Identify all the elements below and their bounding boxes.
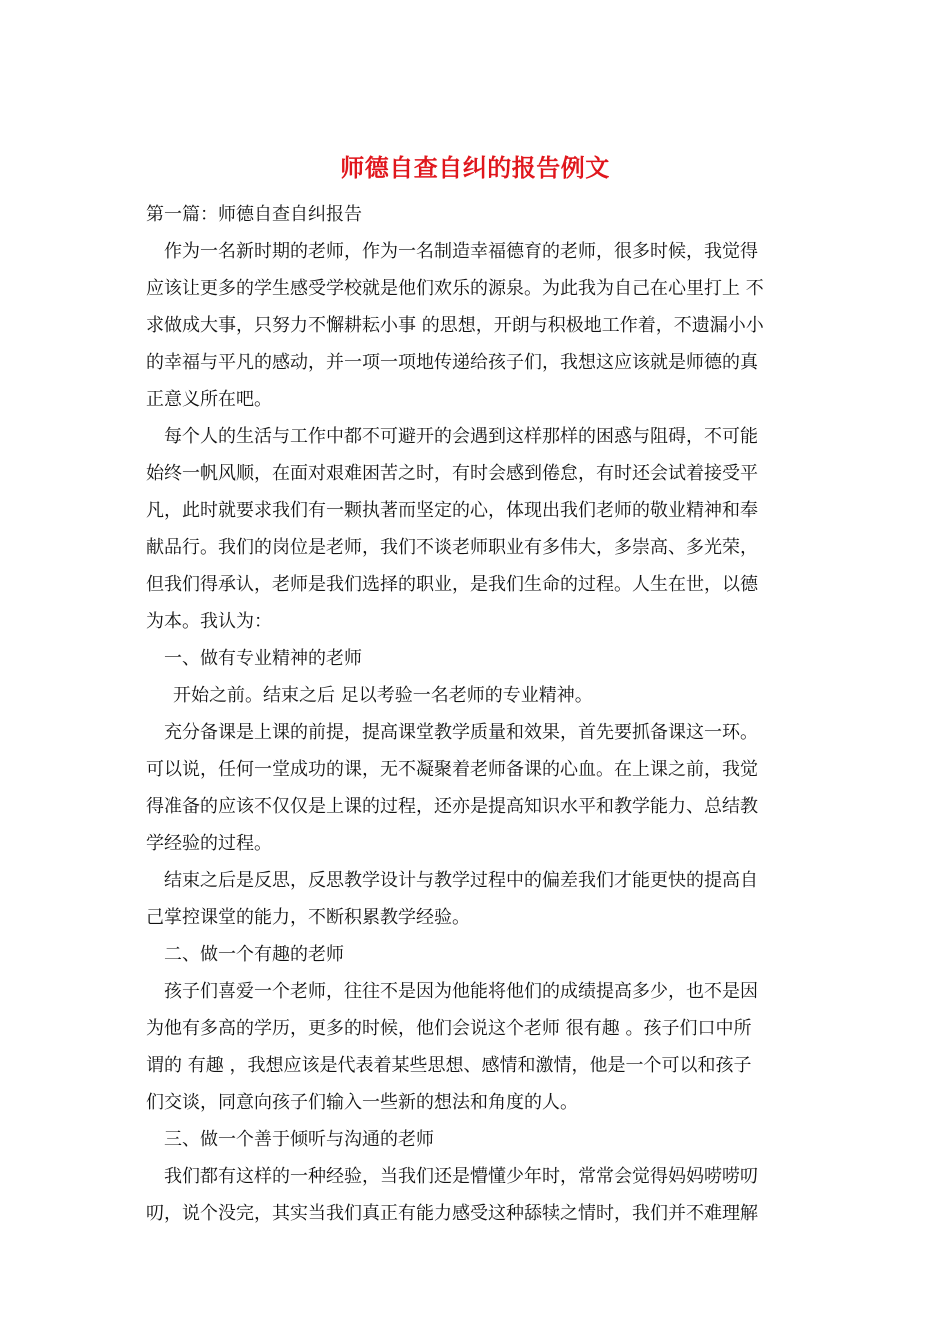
paragraph-line: 可以说，任何一堂成功的课，无不凝聚着老师备课的心血。在上课之前，我觉 [146, 759, 758, 780]
subsection-heading: 三、做一个善于倾听与沟通的老师 [164, 1129, 434, 1150]
document-body [146, 196, 806, 1232]
paragraph-line: 学经验的过程。 [146, 833, 272, 854]
paragraph-line: 为本。我认为： [146, 611, 272, 632]
subsection-heading: 一、做有专业精神的老师 [164, 648, 362, 669]
paragraph-line: 正意义所在吧。 [146, 389, 272, 410]
paragraph-line: 作为一名新时期的老师，作为一名制造幸福德育的老师，很多时候，我觉得 [164, 241, 758, 262]
paragraph-line: 们交谈，同意向孩子们输入一些新的想法和角度的人。 [146, 1092, 578, 1113]
paragraph-line: 的幸福与平凡的感动，并一项一项地传递给孩子们，我想这应该就是师德的真 [146, 352, 758, 373]
paragraph-line: 开始之前。结束之后 足以考验一名老师的专业精神。 [173, 685, 593, 706]
paragraph-line: 为他有多高的学历，更多的时候，他们会说这个老师 很有趣 。孩子们口中所 [146, 1018, 752, 1039]
paragraph-line: 充分备课是上课的前提，提高课堂教学质量和效果，首先要抓备课这一环。 [164, 722, 758, 743]
paragraph-line: 始终一帆风顺，在面对艰难困苦之时，有时会感到倦怠，有时还会试着接受平 [146, 463, 758, 484]
subsection-heading: 二、做一个有趣的老师 [164, 944, 344, 965]
paragraph-line: 每个人的生活与工作中都不可避开的会遇到这样那样的困惑与阻碍，不可能 [164, 426, 758, 447]
paragraph-line: 献品行。我们的岗位是老师，我们不谈老师职业有多伟大，多崇高、多光荣， [146, 537, 758, 558]
paragraph-line: 得准备的应该不仅仅是上课的过程，还亦是提高知识水平和教学能力、总结教 [146, 796, 758, 817]
paragraph-line: 结束之后是反思，反思教学设计与教学过程中的偏差我们才能更快的提高自 [164, 870, 758, 891]
paragraph-line: 我们都有这样的一种经验，当我们还是懵懂少年时，常常会觉得妈妈唠唠叨 [164, 1166, 758, 1187]
paragraph-line: 凡，此时就要求我们有一颗执著而坚定的心，体现出我们老师的敬业精神和奉 [146, 500, 758, 521]
paragraph-line: 应该让更多的学生感受学校就是他们欢乐的源泉。为此我为自己在心里打上 不 [146, 278, 764, 299]
document-title: 师德自查自纠的报告例文 [340, 153, 610, 182]
paragraph-line: 求做成大事，只努力不懈耕耘小事 的思想，开朗与积极地工作着，不遗漏小小 [146, 315, 764, 336]
paragraph-line: 谓的 有趣 ，我想应该是代表着某些思想、感情和激情，他是一个可以和孩子 [146, 1055, 752, 1076]
section-heading: 第一篇：师德自查自纠报告 [146, 204, 362, 225]
paragraph-line: 己掌控课堂的能力，不断积累教学经验。 [146, 907, 470, 928]
paragraph-line: 但我们得承认，老师是我们选择的职业，是我们生命的过程。人生在世，以德 [146, 574, 758, 595]
paragraph-line: 孩子们喜爱一个老师，往往不是因为他能将他们的成绩提高多少，也不是因 [164, 981, 758, 1002]
paragraph-line: 叨，说个没完，其实当我们真正有能力感受这种舔犊之情时，我们并不难理解 [146, 1203, 758, 1224]
